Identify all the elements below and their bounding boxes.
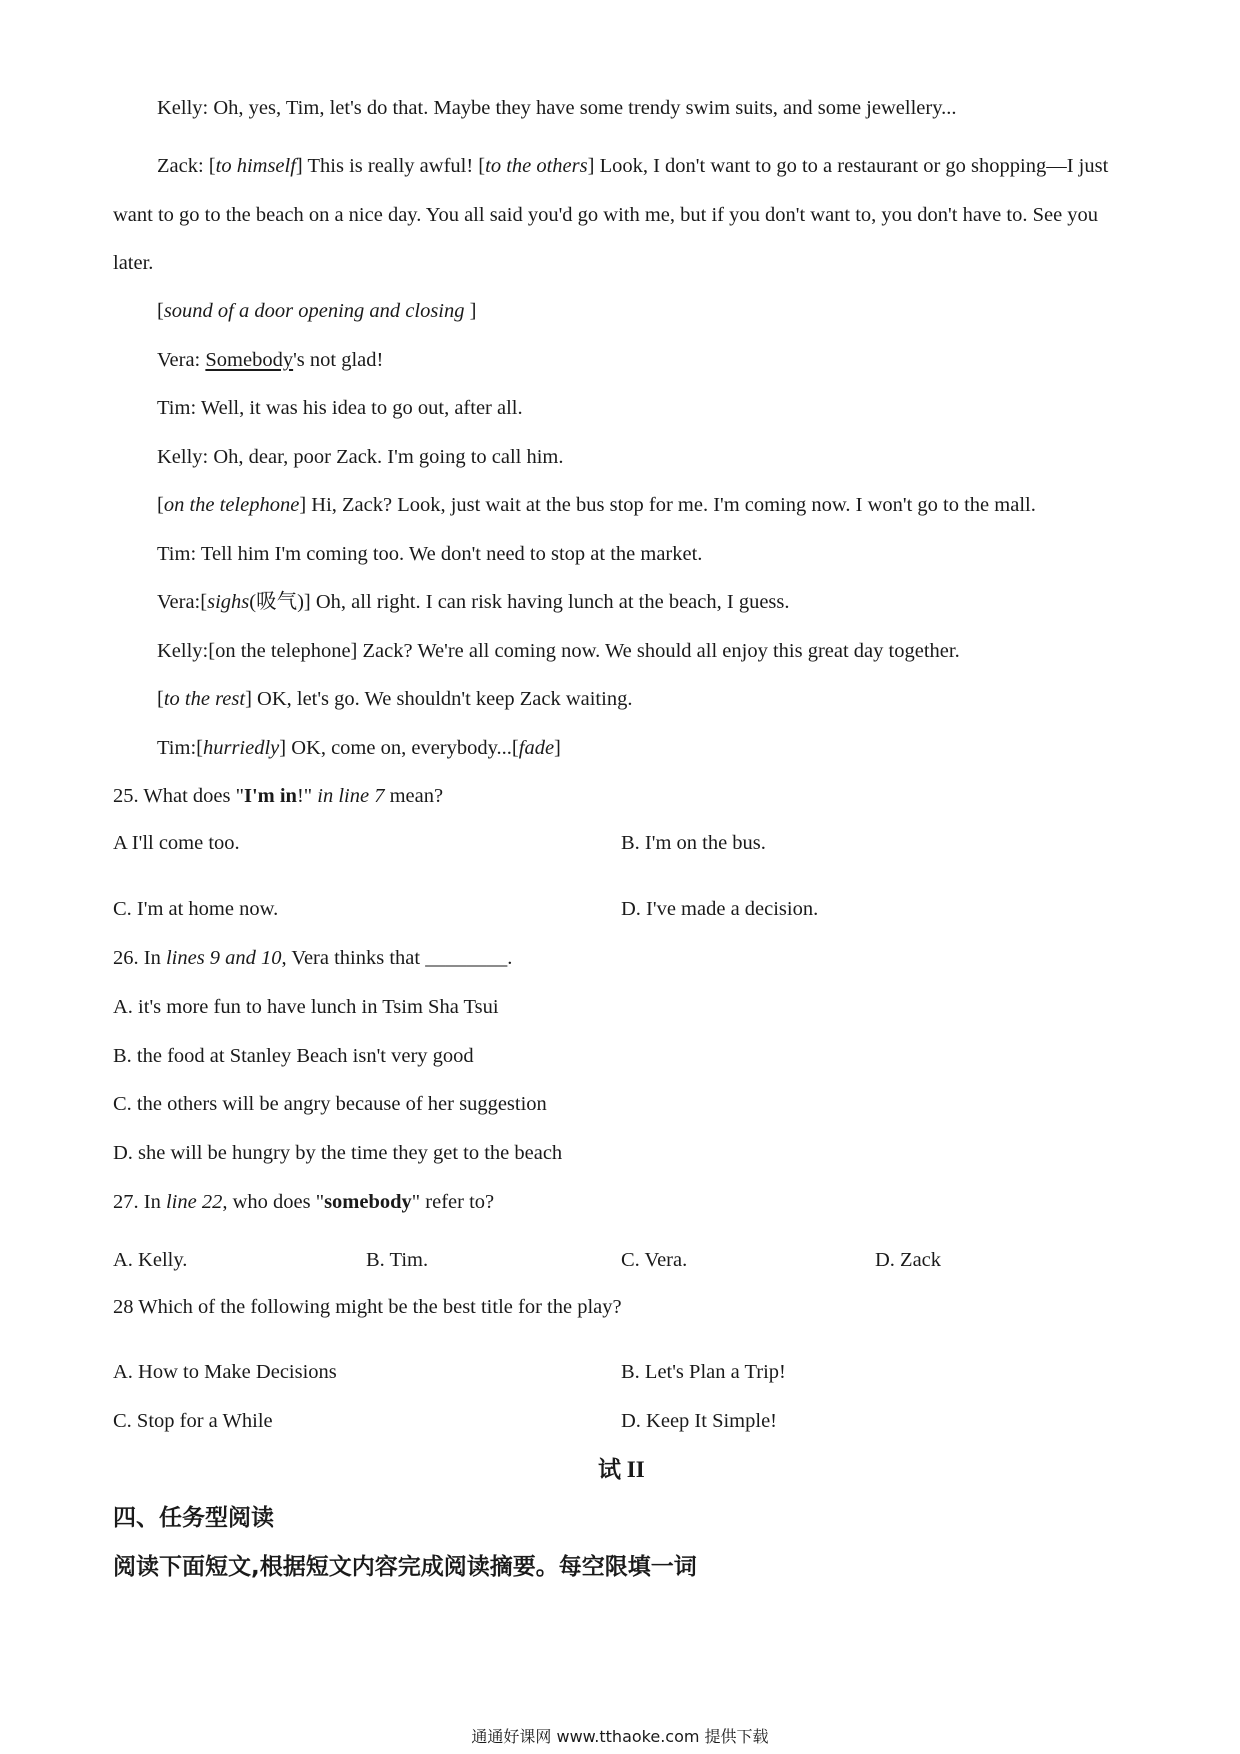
question-text: 25. What does " (113, 785, 244, 807)
question-text: 26. In (113, 947, 166, 969)
q28-option-b: B. Let's Plan a Trip! (621, 1361, 786, 1383)
speaker-label: Kelly: (157, 97, 209, 119)
q25-option-a: A I'll come too. (113, 832, 240, 854)
q27-option-b: B. Tim. (366, 1249, 429, 1271)
bracket-open: [ (157, 688, 164, 710)
tim-line-3 (157, 734, 561, 762)
speaker-label: Vera: (157, 349, 206, 371)
q26-option-d: D. she will be hungry by the time they get to the beach (113, 1142, 563, 1164)
section-instruction: 阅读下面短文,根据短文内容完成阅读摘要。每空限填一词 (113, 1554, 697, 1580)
q28-option-d: D. Keep It Simple! (621, 1410, 777, 1432)
underlined-word: Somebody (205, 349, 294, 371)
tim-line-2: Tim: Tell him I'm coming too. We don't need to stop at the market. (157, 543, 703, 565)
kelly-line-4 (157, 685, 632, 713)
q27-option-a: A. Kelly. (113, 1249, 188, 1271)
dialogue-text: (吸气)] Oh, all right. I can risk having lunch at the beach, I guess. (249, 591, 790, 613)
italic-phrase: in line 7 (317, 785, 385, 807)
q27-option-d: D. Zack (875, 1249, 942, 1271)
dialogue-text: ] Look, I don't want to go to a restaurant or go shopping—I just want to go to the beach on a nice day. You all said you'd go with me, but if you don't want to, you don't have to. See you later. (113, 155, 1109, 274)
question-25 (113, 782, 443, 810)
dialogue-text: ] OK, let's go. We shouldn't keep Zack waiting. (245, 688, 633, 710)
speaker-label: Tim:[ (157, 737, 203, 759)
bracket-close: ] (464, 300, 477, 322)
speaker-label: Vera:[ (157, 591, 208, 613)
question-text: !" (296, 785, 318, 807)
vera-line-1 (157, 346, 383, 374)
stage-direction: to himself (215, 155, 296, 177)
q25-option-d: D. I've made a decision. (621, 898, 819, 920)
bracket-open: [ (157, 300, 164, 322)
dialogue-text: ] OK, come on, everybody...[ (279, 737, 519, 759)
kelly-line-3: Kelly:[on the telephone] Zack? We're all coming now. We should all enjoy this great day together. (157, 640, 960, 662)
section-heading: 四、任务型阅读 (113, 1505, 274, 1531)
stage-direction: fade (518, 737, 555, 759)
section-title: 试 II (598, 1457, 645, 1482)
dialogue-text: 's not glad! (293, 349, 384, 371)
question-text: , who does " (222, 1191, 325, 1213)
stage-direction: to the rest (163, 688, 246, 710)
q25-option-c: C. I'm at home now. (113, 898, 279, 920)
tim-line-1: Tim: Well, it was his idea to go out, after all. (157, 397, 523, 419)
question-28: 28 Which of the following might be the best title for the play? (113, 1296, 622, 1318)
stage-direction: sound of a door opening and closing (163, 300, 465, 322)
question-text: mean? (384, 785, 444, 807)
question-27 (113, 1188, 494, 1216)
zack-paragraph (113, 142, 1133, 288)
stage-direction: hurriedly (202, 737, 280, 759)
q28-option-a: A. How to Make Decisions (113, 1361, 337, 1383)
dialogue-text: ] This is really awful! [ (295, 155, 486, 177)
sound-direction-line (157, 297, 476, 325)
q27-option-c: C. Vera. (621, 1249, 688, 1271)
speaker-label: Zack: [ (157, 155, 216, 177)
italic-phrase: line 22 (165, 1191, 223, 1213)
q26-option-c: C. the others will be angry because of her suggestion (113, 1093, 547, 1115)
question-26 (113, 944, 512, 972)
dialogue-text: ] Hi, Zack? Look, just wait at the bus stop for me. I'm coming now. I won't go to the mall. (299, 494, 1036, 516)
vera-line-2 (157, 588, 790, 616)
bold-phrase: I'm in (243, 785, 297, 807)
q25-option-b: B. I'm on the bus. (621, 832, 766, 854)
stage-direction: on the telephone (163, 494, 300, 516)
stage-direction: to the others (485, 155, 588, 177)
question-text: , Vera thinks that ________. (281, 947, 513, 969)
q28-option-c: C. Stop for a While (113, 1410, 273, 1432)
page-footer: 通通好课网 www.tthaoke.com 提供下载 (471, 1727, 769, 1746)
question-text: 27. In (113, 1191, 166, 1213)
kelly-line-2: Kelly: Oh, dear, poor Zack. I'm going to call him. (157, 446, 564, 468)
kelly-line-1 (157, 94, 957, 122)
italic-phrase: lines 9 and 10 (165, 947, 282, 969)
stage-direction: sighs (207, 591, 250, 613)
q26-option-a: A. it's more fun to have lunch in Tsim Sha Tsui (113, 996, 499, 1018)
bold-phrase: somebody (324, 1191, 412, 1213)
question-text: " refer to? (411, 1191, 495, 1213)
bracket-close: ] (554, 737, 561, 759)
bracket-open: [ (157, 494, 164, 516)
q26-option-b: B. the food at Stanley Beach isn't very good (113, 1045, 474, 1067)
dialogue-text: Oh, yes, Tim, let's do that. Maybe they have some trendy swim suits, and some jewellery... (208, 97, 957, 119)
kelly-phone-line (157, 491, 1036, 519)
